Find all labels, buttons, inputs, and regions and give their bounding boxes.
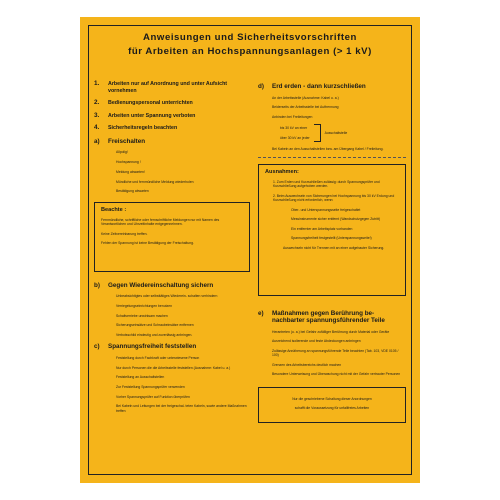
ausnahmen-sub: Spannungsfreiheit festgestellt (Unterspannungsseite!)	[291, 236, 372, 240]
list-item: Beiderseits der Arbeitsstelle bei Auftrennung	[272, 105, 339, 109]
list-item: Sicherungseinsätze und Schraubeinsätze entfernen	[116, 323, 194, 328]
list-item: Hochspannung !	[116, 160, 141, 165]
title-line-1: Anweisungen und Sicherheitsvorschriften	[143, 32, 357, 43]
list-item: Meldung abwarten!	[116, 169, 145, 174]
point-1: 1. Arbeiten nur auf Anordnung und unter Aufsicht vornehmen	[94, 80, 228, 94]
list-item: Verriegelungseinrichtungen benutzen	[116, 303, 172, 308]
section-c-heading: c) Spannungsfreiheit feststellen	[94, 343, 197, 351]
list-item: Bei Kabeln an den Ausschaltstellen bzw. am Übergang Kabel / Freileitung.	[272, 147, 384, 151]
list-item: An der Arbeitsstelle (Ausnahme: Kabel u. a.)	[272, 95, 339, 100]
final-line-1: Nur die geschriebene Schaltung dieser Anordnungen	[292, 396, 372, 401]
list-item: Ausreichend isolierende und feste Abdeckungen anbringen	[272, 339, 361, 343]
beachte-item: Fehlen der Spannung ist keine Bestätigung der Freischaltung.	[101, 241, 194, 246]
ausnahmen-box	[258, 164, 406, 296]
bracket-line: über 30 kV an jeder	[280, 135, 310, 140]
title-line-2: für Arbeiten an Hochspannungsanlagen (> 1 kV)	[128, 46, 372, 57]
final-line-2: schafft die Voraussetzung für unfallfreies Arbeiten	[294, 406, 370, 410]
beachte-heading: Beachte :	[101, 206, 127, 213]
list-item: Besondere Unterweisung und Überwachung nicht mit der Gefahr vertrauter Personen	[272, 372, 401, 376]
list-item: Nur durch Personen die die Arbeitsstelle feststellen (Ausnahme: Kabel u. a.)	[116, 365, 231, 370]
section-d-heading: d) Erd erden - dann kurzschließen	[258, 83, 366, 90]
beachte-item: Fernmündliche, schriftliche oder fernschriftliche Meldungen nur mit Namen des Verantwortlichen und Uhrzeitinhalte entgegennehmen.	[101, 217, 220, 227]
point-2: 2. Bedienungspersonal unterrichten	[94, 99, 193, 107]
ausnahmen-sub: Ein entfernter am Arbeitsplatz vorhanden	[291, 226, 353, 231]
bracket-line: bis 30 kV an einer	[280, 126, 308, 130]
list-item: Bestätigung abwarten	[116, 189, 149, 194]
ausnahmen-heading: Ausnahmen:	[265, 168, 299, 175]
brace-shape	[314, 124, 321, 142]
ausnahmen-item: 2. Beim Auswechseln von Sicherungen bei Hochspannung bis 30 kV Erdung und Kurzschließung nicht erforderlich, wenn:	[273, 193, 395, 202]
ausnahmen-sub: Messinstrumente sicher entfernt (Wandschutzgegen Zutritt)	[291, 217, 381, 221]
section-a-heading: a) Freischalten	[94, 137, 146, 145]
list-item: Verbotsschild eindeutig und zuverlässig anbringen.	[116, 332, 193, 337]
point-4: 4. Sicherheitsregeln beachten	[94, 124, 178, 132]
list-item: Feststellung durch Fachkraft oder unterwiesene Person	[116, 355, 200, 360]
safety-sign	[80, 17, 420, 483]
ausnahmen-item: 1. Zum Erden und Kurzschließen zulässig: durch Spannungsprüfer und Kurzschließung aufgehoben werden.	[273, 179, 380, 188]
ausnahmen-sub: Ober- und Unterspannungsseite freigeschaltet	[291, 207, 361, 212]
right-column	[258, 83, 406, 423]
sign-title	[80, 31, 420, 59]
list-item: Grenzen des Arbeitsbereichs deutlich machen	[272, 362, 342, 367]
list-item: Feststellung an Ausschaltstellen	[116, 375, 165, 380]
final-note-box	[258, 387, 406, 423]
ausnahmen-note: Auswechseln nicht für Trennen mit an einer aufgebauter Sicherung.	[283, 245, 385, 250]
list-item: Mündliche und fernmündliche Meldung wiederholen	[116, 179, 194, 184]
left-column	[94, 81, 250, 419]
list-item: Anbinden bei Freileitungen	[272, 114, 313, 119]
point-3: 3. Arbeiten unter Spannung verboten	[94, 111, 196, 119]
section-b-heading: b) Gegen Wiedereinschaltung sichern	[94, 281, 214, 289]
list-item: Zur Feststellung Spannungsprüfer verwenden	[116, 385, 185, 390]
list-item: Allpolig!	[116, 150, 128, 155]
beachte-box	[94, 202, 250, 272]
dashed-divider	[258, 157, 406, 158]
list-item: Schaltverriebe unwirksam machen	[116, 313, 168, 318]
beachte-item: Keine Zeitvereinbarung treffen.	[101, 231, 148, 236]
bracket-label: Ausschaltstelle	[324, 130, 348, 135]
voltage-bracket	[280, 124, 406, 142]
list-item: Bei Kabeln und Leitungen bei der freigeschal- teten Kabeln, sowie andere Maßnahmen treffen	[116, 404, 247, 413]
list-item: Herantreten (u. a.) bei Gefahr zufälliger Berührung durch Material oder Geräte	[272, 329, 390, 334]
section-e-heading: e) Maßnahmen gegen Berührung be- nachbarter spannungsführender Teile	[258, 309, 385, 324]
list-item: Vorher Spannungsprüfer auf Funktion überprüfen	[116, 394, 190, 399]
list-item: Unbeabsichtigtes oder selbsttätiges Wiederein- schalten verhindern	[116, 294, 218, 299]
list-item: Zulässige Annäherung an spannungsführende Teile beachten (Tab. 103, VDE 0105 / 100)	[272, 348, 399, 357]
